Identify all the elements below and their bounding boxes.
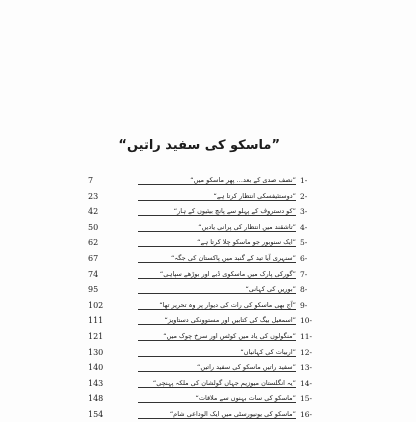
toc-underline xyxy=(138,340,296,341)
toc-underline xyxy=(138,246,296,247)
toc-chapter-title: ”آج بھی ماسکو کی رات کی دیوار پر وہ تحریر تھا“ xyxy=(159,300,296,309)
toc-chapter-title: ”اربیات کی کہانیاں“ xyxy=(240,347,296,356)
toc-page-number: 111 xyxy=(88,316,104,326)
toc-chapter-number: 1- xyxy=(300,176,308,185)
toc-chapter-title: ”تاشقند میں انتظار کی پرانی یادیں“ xyxy=(198,222,296,231)
toc-page-number: 42 xyxy=(88,207,99,217)
toc-page-number: 67 xyxy=(88,254,99,263)
toc-chapter-number: 4- xyxy=(300,222,308,232)
toc-underline xyxy=(138,231,296,232)
toc-chapter-number: 13- xyxy=(300,363,313,373)
toc-page-number: 148 xyxy=(88,394,104,404)
toc-underline xyxy=(138,262,296,263)
toc-underline xyxy=(138,309,296,310)
toc-entry[interactable] xyxy=(0,391,416,406)
toc-page-number: 7 xyxy=(88,176,94,185)
contents-heading: ”ماسکو کی سفید راتیں“ xyxy=(118,138,280,153)
toc-entry[interactable] xyxy=(0,298,416,313)
toc-chapter-number: 14- xyxy=(300,378,313,388)
toc-underline xyxy=(138,418,296,419)
toc-page-number: 140 xyxy=(88,363,104,373)
toc-page-number: 121 xyxy=(88,332,104,341)
toc-entry[interactable] xyxy=(0,282,416,297)
toc-chapter-number: 2- xyxy=(300,191,308,201)
toc-underline xyxy=(138,371,296,372)
toc-chapter-title: ”کو دستروف کے پہلو سے پانچ بیئیوں کے ہار“ xyxy=(173,207,296,216)
toc-chapter-title: ”گورکی پارک میں ماسکوی ڈبے اور بوڑھے سپاہی“ xyxy=(159,269,296,278)
toc-underline xyxy=(138,356,296,357)
toc-page-number: 95 xyxy=(88,285,99,295)
toc-underline xyxy=(138,200,296,201)
toc-chapter-number: 10- xyxy=(300,316,313,326)
toc-entry[interactable] xyxy=(0,267,416,282)
toc-chapter-number: 16- xyxy=(300,410,313,419)
toc-page-number: 62 xyxy=(88,238,99,248)
toc-entry[interactable] xyxy=(0,220,416,235)
toc-chapter-number: 12- xyxy=(300,347,313,357)
toc-entry[interactable] xyxy=(0,360,416,375)
toc-chapter-number: 6- xyxy=(300,254,308,263)
toc-entry[interactable] xyxy=(0,313,416,328)
toc-page-number: 143 xyxy=(88,378,104,388)
toc-entry[interactable] xyxy=(0,329,416,344)
toc-chapter-number: 9- xyxy=(300,300,308,310)
toc-chapter-title: ”منگولوں کی یاد میں کوٹس اور سرخ چوک میں“ xyxy=(163,332,296,340)
toc-chapter-number: 3- xyxy=(300,207,308,217)
toc-chapter-title: ”بوریں کی کہانی“ xyxy=(245,285,296,294)
toc-entry[interactable] xyxy=(0,204,416,219)
toc-chapter-number: 8- xyxy=(300,285,308,295)
toc-page-number: 102 xyxy=(88,300,104,310)
toc-entry[interactable] xyxy=(0,173,416,188)
toc-entry[interactable] xyxy=(0,189,416,204)
toc-chapter-number: 5- xyxy=(300,238,308,248)
toc-page-number: 50 xyxy=(88,222,99,232)
toc-entry[interactable] xyxy=(0,345,416,360)
toc-chapter-number: 11- xyxy=(300,332,313,341)
toc-chapter-title: ”دوستئیفسکی انتظار کرتا ہے“ xyxy=(213,191,296,200)
toc-underline xyxy=(138,402,296,403)
toc-chapter-title: ”سنہری آیا تید کے گنبد میں پاکستان کی جگہ“ xyxy=(171,254,296,262)
toc-underline xyxy=(138,184,296,185)
toc-underline xyxy=(138,387,296,388)
toc-chapter-title: ”نصف صدی کے بعد… پھر ماسکو میں“ xyxy=(190,176,296,184)
toc-page-number: 154 xyxy=(88,410,104,419)
toc-chapter-number: 15- xyxy=(300,394,313,404)
toc-chapter-title: ”اسمعیل بیگ کی کتابیں اور مستوونکی دستاویز“ xyxy=(164,316,296,325)
toc-chapter-title: ”یہ انگلستان میوزیم جہاں گولشان کی ملکہ پہنچی“ xyxy=(152,378,296,387)
toc-underline xyxy=(138,324,296,325)
toc-underline xyxy=(138,215,296,216)
toc-chapter-title: ”ماسکو کی سات بہنوں سے ملاقات“ xyxy=(195,394,296,403)
toc-chapter-number: 7- xyxy=(300,269,308,279)
toc-page-number: 74 xyxy=(88,269,99,279)
toc-entry[interactable] xyxy=(0,407,416,422)
toc-chapter-title: ”ایک سنوبور جو ماسکو چلا کرتا ہے“ xyxy=(197,238,296,247)
toc-chapter-title: ”ماسکو کی یونیورسٹی میں ایک الوداعی شام“ xyxy=(169,410,296,418)
toc-underline xyxy=(138,278,296,279)
toc-entry[interactable] xyxy=(0,251,416,266)
toc-entry[interactable] xyxy=(0,376,416,391)
toc-underline xyxy=(138,293,296,294)
toc-entry[interactable] xyxy=(0,235,416,250)
toc-chapter-title: ”سفید راتیں ماسکو کی سفید راتیں“ xyxy=(197,363,296,372)
toc-page-number: 130 xyxy=(88,347,104,357)
toc-page-number: 23 xyxy=(88,191,99,201)
